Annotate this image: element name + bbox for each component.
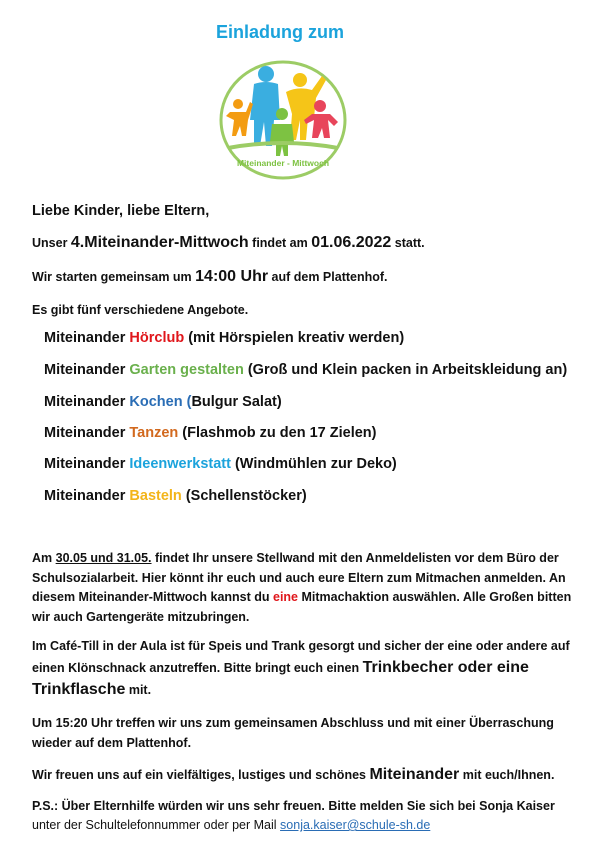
miteinander-mittwoch-logo <box>216 58 350 182</box>
offer-name: Tanzen <box>129 425 179 441</box>
offer-prefix: Miteinander <box>44 330 130 346</box>
offer-name: Hörclub <box>129 330 185 346</box>
bring-cup-highlight: Trinkbecher oder eine Trinkflasche <box>32 659 529 698</box>
offer-description: (Groß und Klein packen in Arbeitskleidung an) <box>243 362 568 378</box>
offer-item <box>44 488 307 504</box>
text-part: statt. <box>391 236 425 250</box>
event-date: 01.06.2022 <box>311 234 392 251</box>
text-part: Wir starten gemeinsam um <box>32 270 196 284</box>
offer-prefix: Miteinander <box>44 456 130 472</box>
text-part: Unser <box>32 236 71 250</box>
offer-name: Ideenwerkstatt <box>129 456 231 472</box>
offer-description: (Schellenstöcker) <box>181 488 307 504</box>
text-part: findet am <box>248 236 312 250</box>
registration-paragraph <box>32 549 577 627</box>
event-name: 4.Miteinander-Mittwoch <box>70 234 249 251</box>
closing-paragraph: Um 15:20 Uhr treffen wir uns zum gemeinsamen Abschluss und mit einer Überraschung wieder auf dem Plattenhof. <box>32 716 554 750</box>
offer-item <box>44 330 404 346</box>
text-part: Im Café-Till in der Aula ist für Speis und Trank gesorgt und sicher der eine oder andere auf einen Klönschnack anzutreffen. Bitte bringt euch einen <box>32 639 570 675</box>
offer-description: (mit Hörspielen kreativ werden) <box>184 330 405 346</box>
offer-prefix: Miteinander <box>44 425 130 441</box>
offer-name: Garten gestalten <box>129 362 244 378</box>
text-part: mit euch/Ihnen. <box>459 768 555 782</box>
text-part: Wir freuen uns auf ein vielfältiges, lustiges und schönes <box>32 768 370 782</box>
registration-dates: 30.05 und 31.05. <box>55 551 152 565</box>
offer-item <box>44 425 376 441</box>
email-link[interactable]: sonja.kaiser@schule-sh.de <box>280 818 431 832</box>
text-part: findet Ihr unsere Stellwand mit den Anmeldelisten vor dem Büro der Schulsozialarbeit. Hier könnt ihr euch und auch eure Eltern zum Mitmachen anmelden. An diesem Miteinander-Mittwoch kannst du <box>32 551 566 604</box>
text-part: unter der Schultelefonnummer oder per Mail <box>32 818 281 832</box>
logo-text: Miteinander - Mittwoch <box>236 158 330 168</box>
offer-name: Kochen ( <box>129 394 192 410</box>
offer-name: Basteln <box>129 488 182 504</box>
offer-item <box>44 456 397 472</box>
offer-prefix: Miteinander <box>44 362 130 378</box>
text-part: auf dem Plattenhof. <box>268 270 388 284</box>
text-part: Mitmachaktion auswählen. Alle Großen bitten wir auch Gartengeräte mitzubringen. <box>32 590 572 624</box>
ps-line: P.S.: Über Elternhilfe würden wir uns sehr freuen. Bitte melden Sie sich bei Sonja Kaiser <box>32 799 555 813</box>
offer-description: Bulgur Salat) <box>191 394 282 410</box>
offer-item <box>44 362 567 378</box>
offers-intro: Es gibt fünf verschiedene Angebote. <box>32 303 249 317</box>
miteinander-highlight: Miteinander <box>369 766 460 783</box>
text-part: mit. <box>125 683 152 697</box>
contact-line <box>32 818 430 832</box>
thanks-line <box>32 766 554 784</box>
offer-prefix: Miteinander <box>44 488 130 504</box>
page-title: Einladung zum <box>216 22 344 42</box>
offer-description: (Windmühlen zur Deko) <box>230 456 397 472</box>
highlight-word: eine <box>273 590 299 604</box>
start-time: 14:00 Uhr <box>195 268 269 285</box>
text-part: Am <box>32 551 56 565</box>
offer-prefix: Miteinander <box>44 394 130 410</box>
cafe-paragraph <box>32 636 577 701</box>
offer-item <box>44 394 282 410</box>
event-date-line <box>32 234 425 252</box>
greeting: Liebe Kinder, liebe Eltern, <box>32 203 210 219</box>
start-time-line <box>32 268 388 286</box>
offer-description: (Flashmob zu den 17 Zielen) <box>178 425 377 441</box>
